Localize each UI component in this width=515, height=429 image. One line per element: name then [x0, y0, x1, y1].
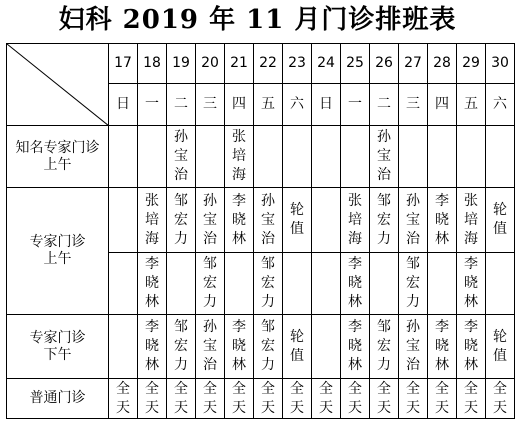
- schedule-cell: [138, 126, 167, 188]
- date-cell: 30: [486, 44, 515, 84]
- schedule-cell: [457, 253, 486, 315]
- doctor-name: 李晓林: [145, 256, 159, 310]
- date-cell: 20: [196, 44, 225, 84]
- schedule-cell: [341, 188, 370, 253]
- doctor-name: 全天: [203, 380, 217, 416]
- schedule-cell: [370, 315, 399, 379]
- weekday-cell: 日: [109, 84, 138, 126]
- schedule-row: [7, 379, 515, 419]
- schedule-cell: [399, 188, 428, 253]
- schedule-cell: [138, 253, 167, 315]
- schedule-cell: [457, 126, 486, 188]
- schedule-cell: [312, 315, 341, 379]
- doctor-name: 李晓林: [464, 319, 478, 373]
- doctor-name: 全天: [377, 380, 391, 416]
- weekday-cell: 三: [399, 84, 428, 126]
- row-header: [7, 315, 109, 379]
- date-cell: 27: [399, 44, 428, 84]
- doctor-name: 李晓林: [435, 192, 449, 247]
- schedule-cell: [196, 126, 225, 188]
- weekday-cell: 一: [341, 84, 370, 126]
- doctor-name: 李晓林: [348, 319, 362, 373]
- doctor-name: 轮值: [290, 328, 304, 364]
- doctor-name: 李晓林: [232, 319, 246, 373]
- schedule-cell: [254, 379, 283, 419]
- schedule-cell: [167, 126, 196, 188]
- schedule-cell: [428, 126, 457, 188]
- doctor-name: 孙宝治: [377, 129, 391, 183]
- schedule-cell: [399, 126, 428, 188]
- corner-cell: [7, 44, 109, 126]
- row-header: [7, 126, 109, 188]
- schedule-cell: [370, 126, 399, 188]
- doctor-name: 全天: [493, 380, 507, 416]
- schedule-cell: [196, 188, 225, 253]
- doctor-name: 孙宝治: [261, 192, 275, 247]
- date-cell: 25: [341, 44, 370, 84]
- schedule-row: [7, 315, 515, 379]
- schedule-cell: [196, 253, 225, 315]
- schedule-row: [7, 188, 515, 253]
- schedule-cell: [167, 188, 196, 253]
- schedule-cell: [370, 379, 399, 419]
- date-cell: 17: [109, 44, 138, 84]
- date-cell: 23: [283, 44, 312, 84]
- schedule-cell: [109, 315, 138, 379]
- schedule-cell: [283, 253, 312, 315]
- schedule-table: [6, 43, 515, 419]
- doctor-name: 邹宏力: [261, 256, 275, 310]
- row-header-label: 专家门诊 下午: [29, 329, 86, 363]
- schedule-cell: [167, 315, 196, 379]
- schedule-cell: [254, 253, 283, 315]
- doctor-name: 张培海: [145, 192, 159, 247]
- date-row: [7, 44, 515, 84]
- doctor-name: 李晓林: [232, 192, 246, 247]
- schedule-cell: [283, 315, 312, 379]
- doctor-name: 轮值: [290, 202, 304, 237]
- doctor-name: 邹宏力: [203, 256, 217, 310]
- schedule-cell: [457, 188, 486, 253]
- schedule-cell: [399, 253, 428, 315]
- schedule-cell: [225, 126, 254, 188]
- weekday-cell: 一: [138, 84, 167, 126]
- schedule-cell: [283, 379, 312, 419]
- doctor-name: 全天: [406, 380, 420, 416]
- schedule-cell: [341, 315, 370, 379]
- doctor-name: 邹宏力: [377, 319, 391, 373]
- date-cell: 26: [370, 44, 399, 84]
- schedule-cell: [254, 188, 283, 253]
- schedule-cell: [138, 315, 167, 379]
- doctor-name: 全天: [435, 380, 449, 416]
- doctor-name: 全天: [464, 380, 478, 416]
- doctor-name: 轮值: [493, 202, 507, 237]
- doctor-name: 全天: [261, 380, 275, 416]
- schedule-cell: [341, 253, 370, 315]
- doctor-name: 邹宏力: [174, 192, 188, 247]
- row-header: [7, 188, 109, 315]
- schedule-cell: [109, 188, 138, 253]
- schedule-cell: [109, 379, 138, 419]
- schedule-cell: [138, 188, 167, 253]
- schedule-cell: [167, 253, 196, 315]
- schedule-cell: [312, 126, 341, 188]
- weekday-cell: 六: [486, 84, 515, 126]
- weekday-cell: 二: [167, 84, 196, 126]
- date-cell: 21: [225, 44, 254, 84]
- schedule-cell: [428, 379, 457, 419]
- schedule-cell: [457, 379, 486, 419]
- doctor-name: 轮值: [493, 328, 507, 364]
- doctor-name: 李晓林: [145, 319, 159, 373]
- date-cell: 29: [457, 44, 486, 84]
- schedule-cell: [167, 379, 196, 419]
- schedule-cell: [486, 315, 515, 379]
- date-cell: 19: [167, 44, 196, 84]
- corner-diagonal: [7, 44, 109, 126]
- doctor-name: 邹宏力: [377, 192, 391, 247]
- schedule-cell: [225, 253, 254, 315]
- schedule-cell: [109, 126, 138, 188]
- date-cell: 22: [254, 44, 283, 84]
- schedule-cell: [457, 315, 486, 379]
- schedule-cell: [109, 253, 138, 315]
- doctor-name: 邹宏力: [406, 256, 420, 310]
- doctor-name: 邹宏力: [174, 319, 188, 373]
- doctor-name: 全天: [348, 380, 362, 416]
- doctor-name: 孙宝治: [406, 192, 420, 247]
- schedule-cell: [399, 315, 428, 379]
- row-header-label: 普通门诊: [29, 390, 86, 406]
- row-header: [7, 379, 109, 419]
- schedule-cell: [341, 379, 370, 419]
- schedule-row: [7, 126, 515, 188]
- schedule-cell: [254, 126, 283, 188]
- schedule-cell: [486, 126, 515, 188]
- schedule-cell: [428, 253, 457, 315]
- weekday-cell: 四: [225, 84, 254, 126]
- schedule-cell: [283, 126, 312, 188]
- schedule-cell: [225, 315, 254, 379]
- schedule-cell: [341, 126, 370, 188]
- weekday-cell: 三: [196, 84, 225, 126]
- schedule-cell: [370, 188, 399, 253]
- doctor-name: 孙宝治: [406, 319, 420, 373]
- schedule-cell: [283, 188, 312, 253]
- schedule-cell: [312, 379, 341, 419]
- doctor-name: 全天: [290, 380, 304, 416]
- doctor-name: 张培海: [232, 129, 246, 183]
- schedule-cell: [399, 379, 428, 419]
- schedule-cell: [196, 379, 225, 419]
- schedule-cell: [428, 315, 457, 379]
- schedule-cell: [138, 379, 167, 419]
- schedule-cell: [486, 188, 515, 253]
- doctor-name: 全天: [116, 380, 130, 416]
- schedule-cell: [312, 188, 341, 253]
- doctor-name: 全天: [319, 380, 333, 416]
- doctor-name: 孙宝治: [203, 192, 217, 247]
- row-header-label: 知名专家门诊 上午: [15, 139, 100, 173]
- schedule-cell: [370, 253, 399, 315]
- weekday-cell: 日: [312, 84, 341, 126]
- doctor-name: 李晓林: [435, 319, 449, 373]
- schedule-cell: [225, 188, 254, 253]
- doctor-name: 李晓林: [464, 256, 478, 310]
- schedule-cell: [486, 253, 515, 315]
- weekday-cell: 二: [370, 84, 399, 126]
- doctor-name: 全天: [232, 380, 246, 416]
- schedule-cell: [428, 188, 457, 253]
- schedule-cell: [254, 315, 283, 379]
- doctor-name: 邹宏力: [261, 319, 275, 373]
- doctor-name: 全天: [174, 380, 188, 416]
- date-cell: 24: [312, 44, 341, 84]
- date-cell: 18: [138, 44, 167, 84]
- schedule-cell: [196, 315, 225, 379]
- schedule-cell: [486, 379, 515, 419]
- doctor-name: 孙宝治: [174, 129, 188, 183]
- doctor-name: 张培海: [464, 192, 478, 247]
- doctor-name: 李晓林: [348, 256, 362, 310]
- weekday-cell: 五: [457, 84, 486, 126]
- row-header-label: 专家门诊 上午: [29, 234, 86, 267]
- schedule-cell: [225, 379, 254, 419]
- page-title: 妇科 2019 年 11 月门诊排班表: [58, 5, 457, 35]
- weekday-cell: 六: [283, 84, 312, 126]
- doctor-name: 孙宝治: [203, 319, 217, 373]
- weekday-cell: 五: [254, 84, 283, 126]
- weekday-cell: 四: [428, 84, 457, 126]
- date-cell: 28: [428, 44, 457, 84]
- doctor-name: 全天: [145, 380, 159, 416]
- doctor-name: 张培海: [348, 192, 362, 247]
- schedule-cell: [312, 253, 341, 315]
